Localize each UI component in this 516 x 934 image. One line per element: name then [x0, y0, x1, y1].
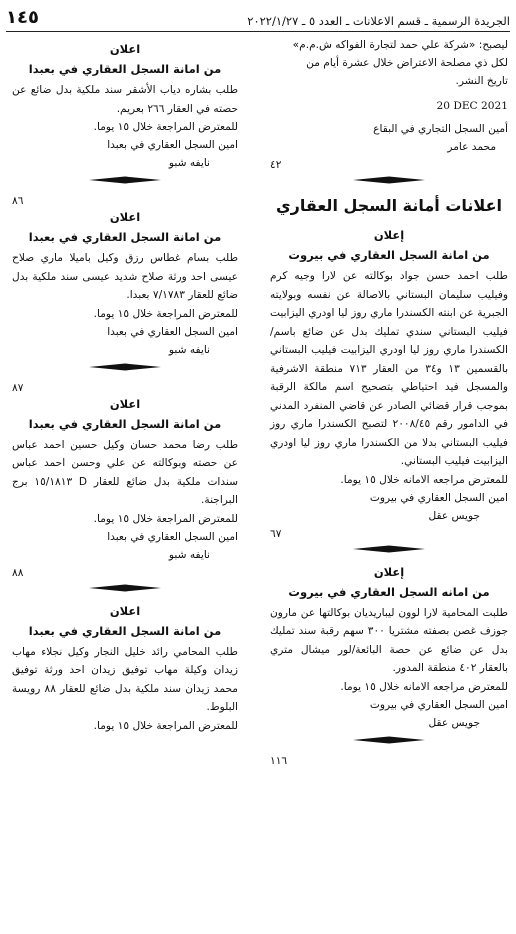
signer-name: نايفه شبو [168, 548, 210, 561]
divider [270, 176, 508, 184]
signer-title: امين السجل العقاري في بعبدا [107, 139, 238, 151]
notice-ad [12, 602, 238, 735]
ad-body: طلبت المحامية لارا لوون ليباريديان بوكالتها عن مارون جوزف غصن بصفته مشتريا ٣٠٠ سهم رقبة سند تمليك بدل عن ضائع عن حصة البائعة/لور ميشال متري بالعقار ٤٠٢ منطقة المدور. [270, 606, 508, 674]
signer-name: جويس عقل [428, 509, 480, 522]
page-number: ١٤٥ [6, 7, 39, 28]
ad-subtitle: من امانة السجل العقاري في بعبدا [28, 623, 222, 638]
notice-ad [270, 563, 508, 768]
divider [270, 736, 508, 744]
ad-body: طلب المحامي رائد خليل النجار وكيل نجلاء مهاب زيدان وكيلة مهاب توفيق زيدان احد ورثة توفيق محمد زيدان سند ملكية بدل ضائع للعقار ٨٨ رويسة البلوط. [12, 645, 238, 713]
ad-title: اعلان [109, 396, 141, 411]
signer-title: امين السجل العقاري في بيروت [369, 698, 508, 711]
ad-subtitle: من امانة السجل العقاري في بيروت [288, 248, 490, 262]
divider [12, 176, 238, 184]
ad-subtitle: من امانة السجل العقاري في بعبدا [28, 416, 222, 431]
signer-title: امين السجل العقاري في بعبدا [107, 325, 238, 338]
ad-number: ٨٧ [12, 381, 24, 394]
signer-title: أمين السجل التجاري في البقاع [373, 123, 508, 135]
ad-number: ٨٦ [12, 195, 24, 207]
notice-top-entry [270, 36, 508, 184]
signer-title: امين السجل العقاري في بعبدا [107, 530, 238, 543]
notice-line: لكل ذي مصلحة الاعتراض خلال عشرة أيام من [306, 57, 508, 69]
signer-name: محمد عامر [447, 141, 496, 153]
section-title: اعلانات أمانة السجل العقاري [276, 196, 502, 215]
left-column [12, 36, 238, 735]
ad-subtitle: من امانة السجل العقاري في بعبدا [28, 62, 222, 76]
ad-title: اعلان [109, 210, 141, 224]
divider [270, 545, 508, 553]
ad-body: طلب رضا محمد حسان وكيل حسين احمد عباس عن حصته وبوكالته عن علي وحسن احمد عباس سندات ملكية بدل ضائع للعقار D ١٥/١٨١٣ برج البراجنة. [12, 438, 238, 506]
ad-number: ٨٨ [12, 566, 24, 579]
divider [12, 363, 238, 371]
right-column [270, 36, 508, 768]
notice-ad [12, 395, 238, 592]
ad-body: طلب احمد حسن جواد بوكالته عن لارا وجيه كرم وفيليب سليمان البستاني بالاصالة عن نفسه وبولايته الجبرية عن ابنته الكسندرا ماري روز ليا اودري اليزابيت فيليب البستاني سندي تمليك بدل عن ضائع باسم/ الكسندرا ماري روز ليا اودري اليزابيت فيليب البستاني بالقسمين ١٣ و٣٤ من العقار ٧١٣ منطقة الاشرفية والمسجل فيد احتياطي بتصحيح اسم مالكة الرقبة بموجب قرار قضائي الصادر عن قاضي المنفرد المدني في الدامور رقم ٢٠٠٨/٤٥ لتصبح الكسندرا ماري روز فيليب البستاني بدلا من الكسندرا ماري روز ليا اودري اليزابيت فيليب البستاني. [270, 270, 509, 467]
ad-title: إعلان [373, 228, 405, 242]
signer-name: نايفه شبو [168, 157, 210, 169]
ad-title: إعلان [373, 564, 405, 579]
ad-deadline: للمعترض مراجعه الامانه خلال ١٥ يوما. [340, 473, 508, 486]
ad-deadline: للمعترض المراجعة خلال ١٥ يوما. [93, 121, 238, 133]
signer-name: نايفه شبو [168, 343, 210, 356]
divider [12, 584, 238, 592]
ad-deadline: للمعترض المراجعة خلال ١٥ يوما. [93, 512, 238, 525]
notice-ad [12, 36, 238, 208]
ad-title: اعلان [109, 42, 141, 56]
ad-deadline: للمعترض المراجعة خلال ١٥ يوما. [93, 307, 238, 320]
notice-line: تاريخ النشر. [455, 75, 508, 87]
ad-body: طلب بشاره دياب الأشقر سند ملكية بدل ضائع عن حصته في العقار ٢٦٦ بعريم. [12, 84, 238, 115]
notice-date: 20 DEC 2021 [436, 100, 508, 112]
notice-ad [270, 226, 508, 553]
ad-number: ١١٦ [270, 754, 288, 767]
signer-title: امين السجل العقاري في بيروت [369, 491, 508, 504]
header-title: الجريدة الرسمية ـ قسم الاعلانات ـ العدد ٥ ـ ٢٠٢٢/١/٢٧ [247, 14, 510, 28]
ad-subtitle: من امانة السجل العقاري في بعبدا [28, 230, 222, 244]
ad-deadline: للمعترض المراجعة خلال ١٥ يوما. [93, 719, 238, 732]
ad-number: ٦٧ [270, 527, 282, 540]
ad-body: طلب بسام غطاس رزق وكيل باميلا ماري صلاح عيسى احد ورثة صلاح شديد عيسى سند ملكية بدل ضائع للعقار ٧/١٧٨٣ بعبدا. [12, 252, 238, 301]
ad-title: اعلان [109, 603, 141, 618]
signer-name: جويس عقل [428, 716, 480, 729]
page-header [6, 6, 510, 32]
ad-deadline: للمعترض مراجعه الامانه خلال ١٥ يوما. [340, 680, 508, 693]
ad-subtitle: من امانه السجل العقاري في بيروت [288, 584, 490, 599]
notice-number: ٤٢ [270, 159, 282, 171]
notice-ad [12, 208, 238, 395]
notice-line: ليصبح: «شركة علي حمد لتجارة الفواكه ش.م.م» [292, 39, 508, 51]
